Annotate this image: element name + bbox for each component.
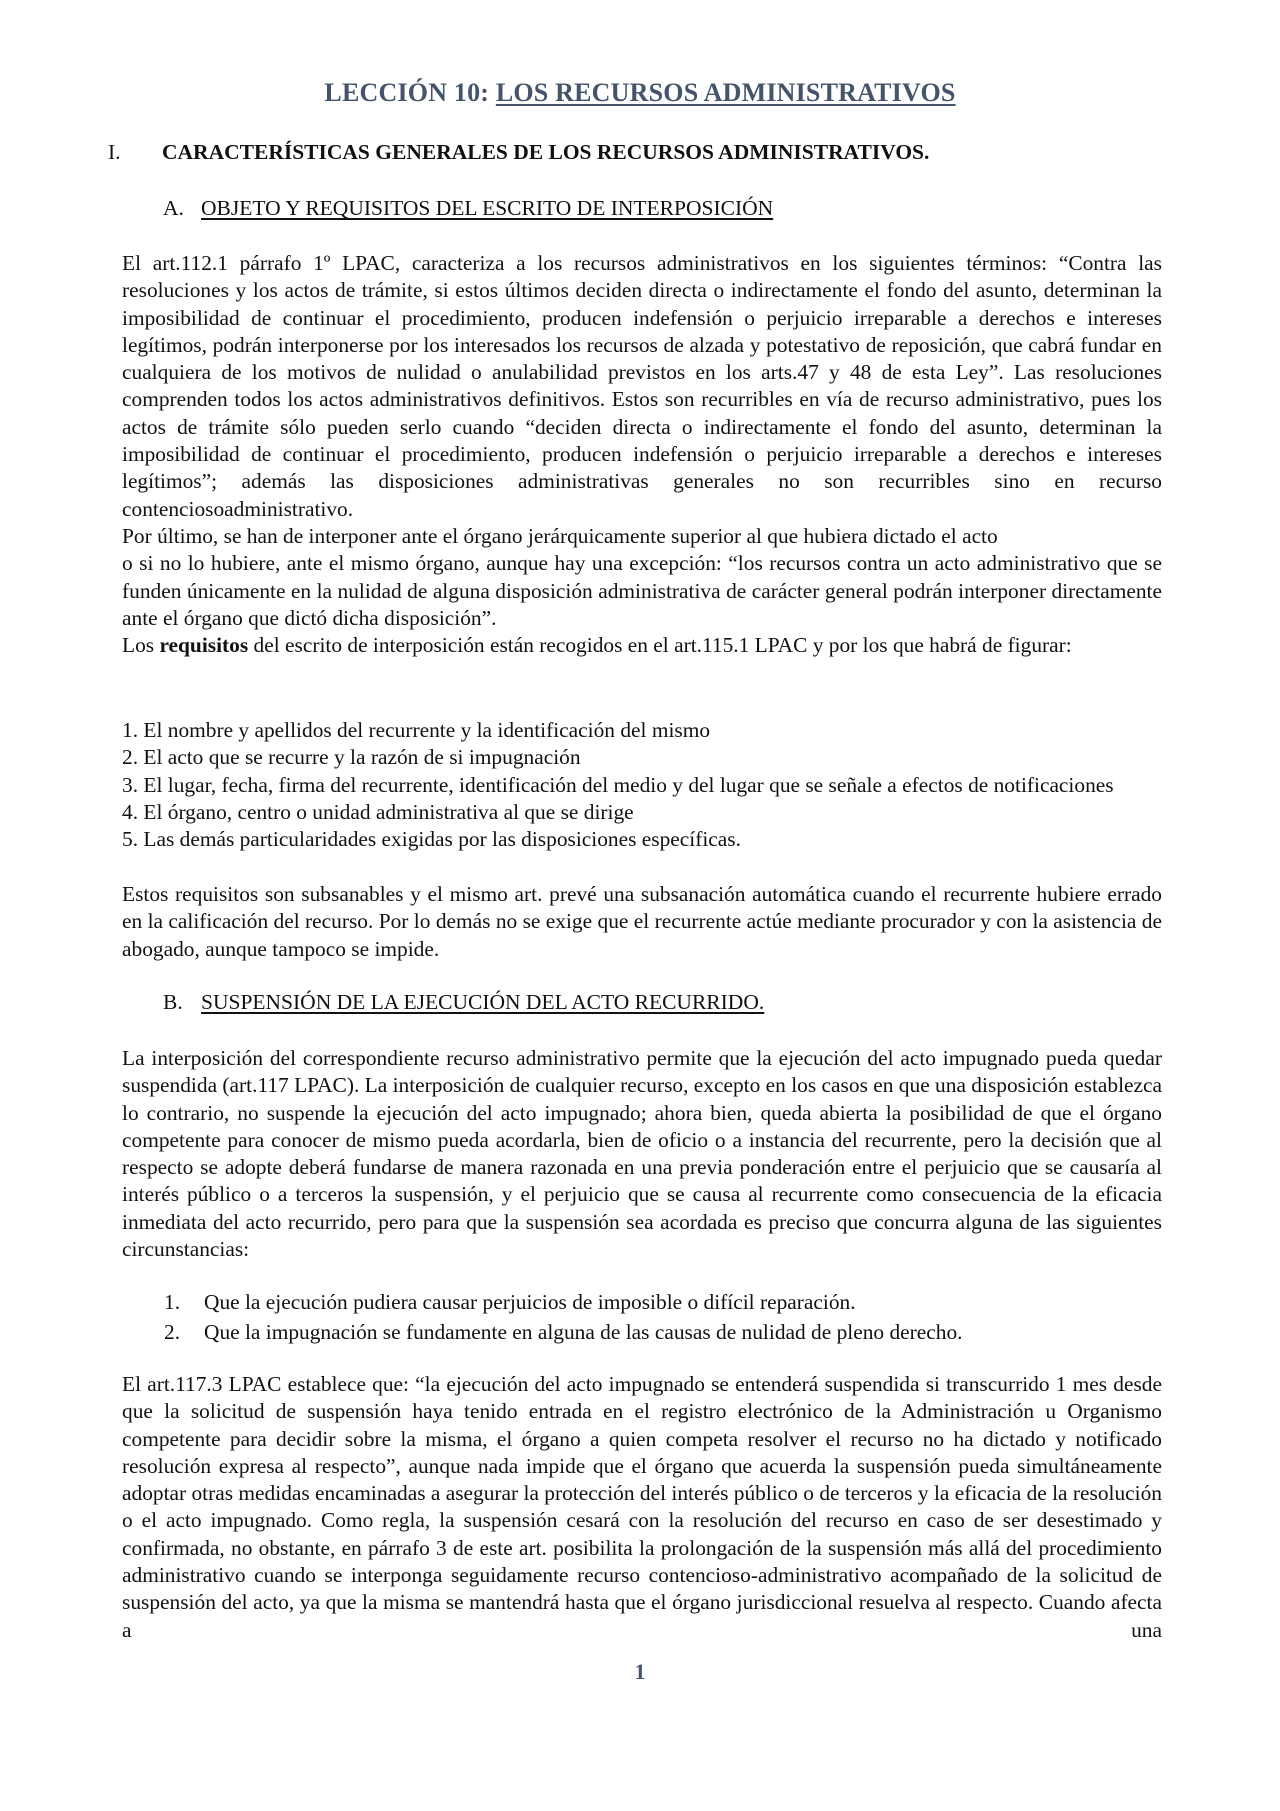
subsection-title: SUSPENSIÓN DE LA EJECUCIÓN DEL ACTO RECURRIDO. [201,990,765,1014]
paragraph-subsanables: Estos requisitos son subsanables y el mismo art. prevé una subsanación automática cuando el recurrente hubiere errado en la calificación del recurso. Por lo demás no se exige que el recurrente actúe mediante procurador y con la asistencia de abogado, aunque tampoco se impide. [122,882,1162,961]
text-run: del escrito de interposición están recogidos en el art.115.1 LPAC y por los que habrá de figurar: [248,633,1072,658]
lesson-title [0,78,1280,108]
requisitos-bold: requisitos [159,633,249,658]
list-number: 2. [164,1319,181,1344]
subsection-letter: A. [163,196,184,220]
list-item [164,1318,963,1348]
subsection-title: OBJETO Y REQUISITOS DEL ESCRITO DE INTERPOSICIÓN [201,196,774,220]
section-b-art-117 [122,1371,1162,1644]
list-item: 1. El nombre y apellidos del recurrente y la identificación del mismo [122,718,711,742]
list-item: 2. El acto que se recurre y la razón de si impugnación [122,745,581,770]
paragraph-excepcion: o si no lo hubiere, ante el mismo órgano, aunque hay una excepción: “los recursos contra un acto administrativo que se funden únicamente en la nulidad de alguna disposición administrativa de carácter general podrán interponer directamente ante el órgano que dictó dicha disposición”. [122,551,1162,630]
section-heading-1 [108,140,929,165]
list-item [164,1288,963,1318]
section-b-text [122,1045,1162,1263]
text-run: Los [122,633,160,658]
paragraph-art-112: El art.112.1 párrafo 1º LPAC, caracteriza a los recursos administrativos en los siguientes términos: “Contra las resoluciones y los actos de trámite, si estos últimos deciden directa o indirectamente el fondo del asunto, determinan la imposibilidad de continuar el procedimiento, producen indefensión o perjuicio irreparable a derechos e intereses legítimos, podrán interponerse por los interesados los recursos de alzada y potestativo de reposición, que cabrá fundar en cualquiera de los motivos de nulidad o anulabilidad previstos en los arts.47 y 48 de esta Ley”. Las resoluciones comprenden todos los actos administrativos definitivos. Estos son recurribles en vía de recurso administrativo, pues los actos de trámite sólo pueden serlo cuando “deciden directa o indirectamente el fondo del asunto, determinan la imposibilidad de continuar el procedimiento, producen indefensión o perjuicio irreparable a derechos e intereses legítimos”; además las disposiciones administrativas generales no son recurribles sino en recurso contenciosoadministrativo. [122,251,1162,521]
section-title: CARACTERÍSTICAS GENERALES DE LOS RECURSOS ADMINISTRATIVOS. [162,140,930,164]
lesson-title-main: LOS RECURSOS ADMINISTRATIVOS [495,78,956,107]
subsection-heading-b [163,990,764,1015]
paragraph-art-117-3: El art.117.3 LPAC establece que: “la ejecución del acto impugnado se entenderá suspendida si transcurrido 1 mes desde que la solicitud de suspensión haya tenido entrada en el registro electrónico de la Administración u Organismo competente para decidir sobre la misma, el órgano a quien competa resolver el recurso no ha dictado y notificado resolución expresa al respecto”, aunque nada impide que el órgano que acuerda la suspensión pueda simultáneamente adoptar otras medidas encaminadas a asegurar la protección del interés público o de terceros y la eficacia de la resolución o el acto impugnado. Como regla, la suspensión cesará con la resolución del recurso en caso de ser desestimado y confirmada, no obstante, en párrafo 3 de este art. posibilita la prolongación de la suspensión más allá del procedimiento administrativo cuando se interponga seguidamente recurso contencioso-administrativo acompañado de la solicitud de suspensión del acto, ya que la misma se mantendrá hasta que el órgano jurisdiccional resuelva al respecto. Cuando afecta a una [122,1372,1162,1642]
page-number: 1 [634,1659,646,1684]
lesson-title-prefix: LECCIÓN 10: [324,78,490,107]
paragraph-organo-superior: Por último, se han de interponer ante el órgano jerárquicamente superior al que hubiera dictado el acto [122,523,998,548]
section-number: I. [108,140,121,164]
paragraph-requisitos-intro [122,632,1162,659]
circunstancias-list [164,1288,963,1347]
requisitos-list [122,717,1162,853]
list-item: 3. El lugar, fecha, firma del recurrente, identificación del medio y del lugar que se señale a efectos de notificaciones [122,772,1114,797]
list-item: 5. Las demás particularidades exigidas por las disposiciones específicas. [122,827,741,852]
list-item: 4. El órgano, centro o unidad administrativa al que se dirige [122,799,634,824]
subsection-heading-a [163,196,773,221]
paragraph-suspension: La interposición del correspondiente recurso administrativo permite que la ejecución del acto impugnado pueda quedar suspendida (art.117 LPAC). La interposición de cualquier recurso, excepto en los casos en que una disposición establezca lo contrario, no suspende la ejecución del acto impugnado; ahora bien, queda abierta la posibilidad de que el órgano competente para conocer de mismo pueda acordarla, bien de oficio o a instancia del recurrente, pero la decisión que al respecto se adopte deberá fundarse de manera razonada en una previa ponderación entre el perjuicio que se causaría al interés público o a terceros la suspensión, y el perjuicio que se causa al recurrente como consecuencia de la eficacia inmediata del acto recurrido, pero para que la suspensión sea acordada es preciso que concurra alguna de las siguientes circunstancias: [122,1046,1162,1262]
list-number: 1. [164,1290,181,1314]
section-a-closing [122,881,1162,963]
list-text: Que la impugnación se fundamente en alguna de las causas de nulidad de pleno derecho. [204,1319,963,1344]
list-text: Que la ejecución pudiera causar perjuicios de imposible o difícil reparación. [204,1290,856,1314]
section-a-text [122,250,1162,659]
subsection-letter: B. [163,990,183,1014]
